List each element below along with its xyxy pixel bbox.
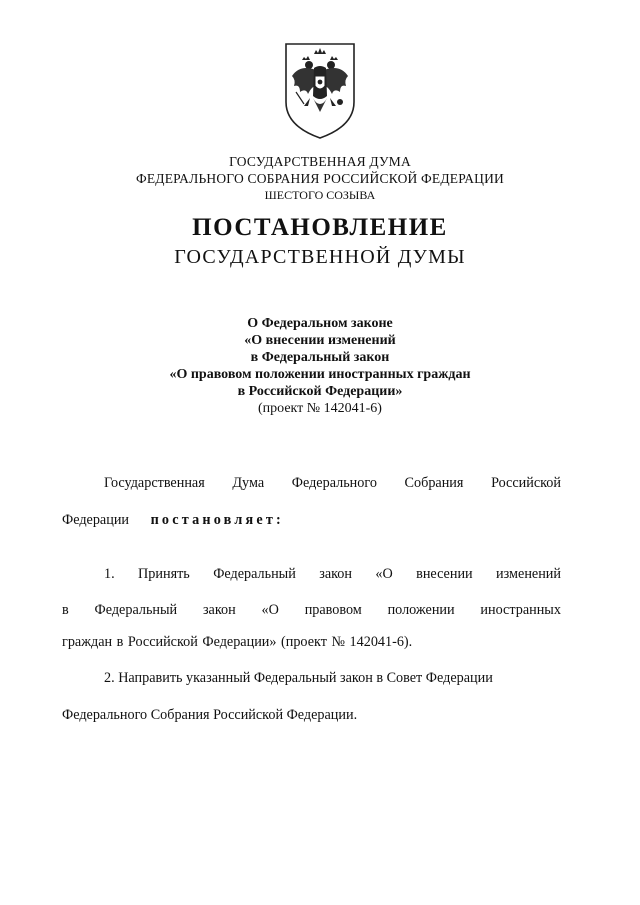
preamble-word: Федерального (291, 475, 377, 491)
preamble-word: Федерации (62, 512, 130, 528)
subject-line-4: «О правовом положении иностранных граждан (169, 367, 471, 382)
item-1-word: закон (202, 602, 236, 618)
item-1-word: «О (261, 602, 279, 618)
item-1-word: «О (375, 566, 393, 582)
item-1-word: правовом (304, 602, 362, 618)
preamble-line-1 (62, 475, 561, 492)
item-1-word: изменений (496, 566, 561, 582)
subject-line-3: в Федеральный закон (250, 350, 390, 365)
item-1-word: Принять (138, 566, 190, 582)
item-2-line-1: 2. Направить указанный Федеральный закон в Совет Федерации (104, 670, 493, 686)
document-type-title: ПОСТАНОВЛЕНИЕ (192, 214, 448, 241)
subject-line-2: «О внесении изменений (244, 333, 396, 348)
org-name-line-2: ФЕДЕРАЛЬНОГО СОБРАНИЯ РОССИЙСКОЙ ФЕДЕРАЦИИ (136, 171, 504, 186)
convocation-line: ШЕСТОГО СОЗЫВА (264, 188, 376, 202)
item-2-line-2: Федерального Собрания Российской Федерации. (62, 707, 358, 723)
item-1-word: положении (387, 602, 455, 618)
decree-verb: постановляет: (150, 512, 284, 528)
subject-line-5: в Российской Федерации» (237, 384, 403, 399)
item-1-word: внесении (416, 566, 473, 582)
item-1-word: в (62, 602, 69, 618)
item-1-word: Федеральный (94, 602, 178, 618)
preamble-word: Собрания (404, 475, 464, 491)
org-name-line-1: ГОСУДАРСТВЕННАЯ ДУМА (229, 154, 411, 169)
item-1-word: закон (319, 566, 352, 582)
coat-of-arms-emblem (280, 40, 360, 142)
project-number: (проект № 142041-6) (258, 401, 382, 416)
preamble-line-2 (62, 512, 561, 529)
item-1-line-1 (62, 566, 561, 583)
item-1-line-2 (62, 602, 561, 619)
subject-line-1: О Федеральном законе (247, 316, 393, 331)
document-type-subtitle: ГОСУДАРСТВЕННОЙ ДУМЫ (174, 246, 466, 268)
item-1-word: иностранных (480, 602, 561, 618)
preamble-word: Российской (491, 475, 561, 491)
preamble-word: Государственная (104, 475, 205, 491)
preamble-word: Дума (232, 475, 265, 491)
item-1-line-3: граждан в Российской Федерации» (проект № 142041-6). (62, 634, 413, 650)
item-1-word: Федеральный (213, 566, 296, 582)
item-1-word: 1. (104, 566, 115, 582)
